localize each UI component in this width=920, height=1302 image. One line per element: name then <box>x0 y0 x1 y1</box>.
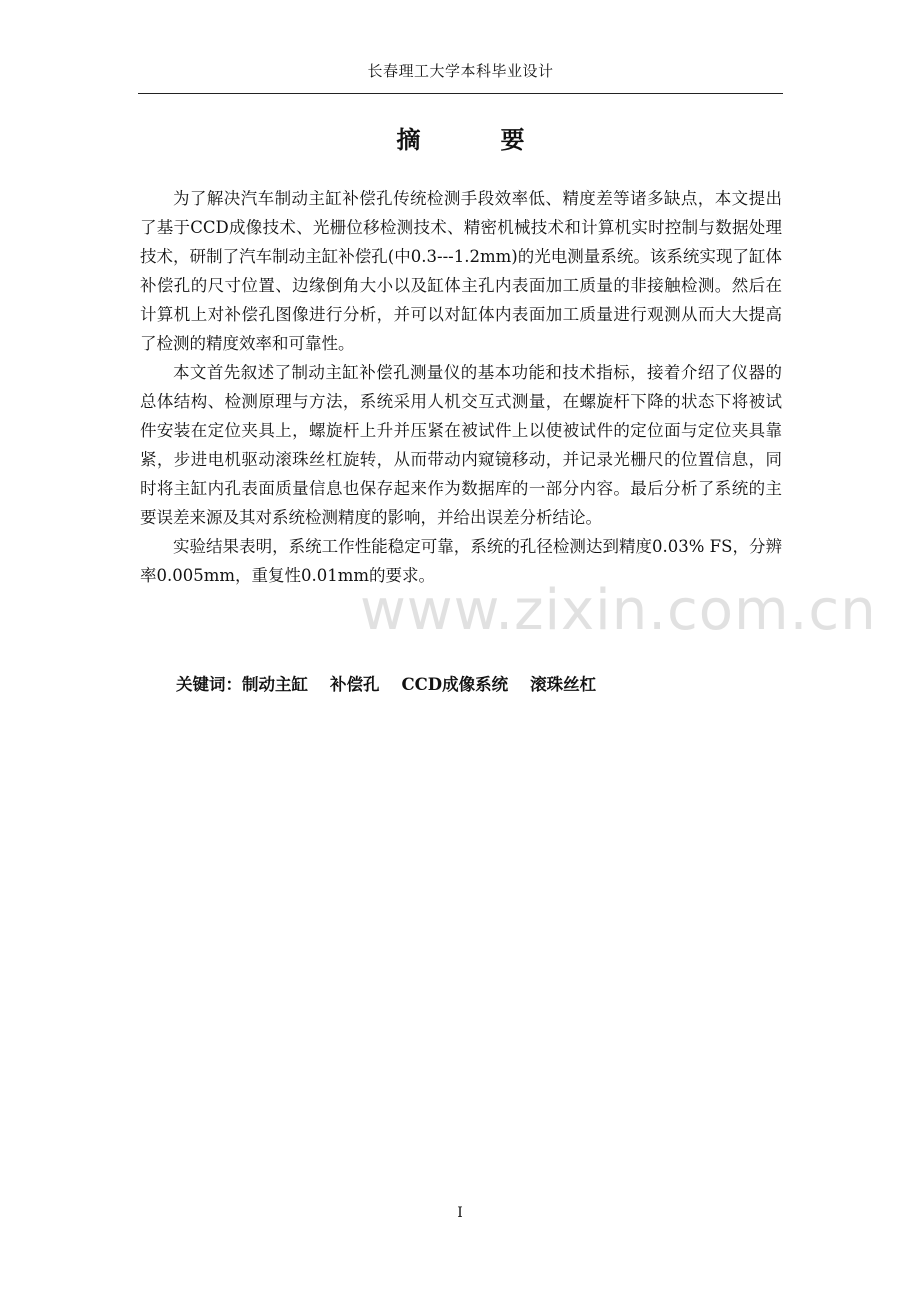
abstract-paragraph-1: 为了解决汽车制动主缸补偿孔传统检测手段效率低、精度差等诸多缺点，本文提出了基于CCD成像技术、光栅位移检测技术、精密机械技术和计算机实时控制与数据处理技术，研制了汽车制动主缸补偿孔(中0.3---1.2mm)的光电测量系统。该系统实现了缸体补偿孔的尺寸位置、边缘倒角大小以及缸体主孔内表面加工质量的非接触检测。然后在计算机上对补偿孔图像进行分析，并可以对缸体内表面加工质量进行观测从而大大提高了检测的精度效率和可靠性。 <box>140 189 782 353</box>
keyword-item: 制动主缸 <box>242 675 308 694</box>
abstract-body <box>140 184 782 590</box>
keyword-item: CCD成像系统 <box>401 675 509 694</box>
keywords-line <box>176 671 776 695</box>
keyword-item: 补偿孔 <box>330 675 380 694</box>
running-header: 长春理工大学本科毕业设计 <box>367 62 554 80</box>
abstract-paragraph-2: 本文首先叙述了制动主缸补偿孔测量仪的基本功能和技术指标，接着介绍了仪器的总体结构、检测原理与方法，系统采用人机交互式测量，在螺旋杆下降的状态下将被试件安装在定位夹具上，螺旋杆上升并压紧在被试件上以使被试件的定位面与定位夹具靠紧，步进电机驱动滚珠丝杠旋转，从而带动内窥镜移动，并记录光栅尺的位置信息，同时将主缸内孔表面质量信息也保存起来作为数据库的一部分内容。最后分析了系统的主要误差来源及其对系统检测精度的影响，并给出误差分析结论。 <box>140 363 782 527</box>
section-title: 摘 要 <box>396 125 553 154</box>
keywords-label: 关键词： <box>176 675 242 694</box>
keyword-item: 滚珠丝杠 <box>530 675 597 694</box>
watermark: www.zixin.com.cn <box>360 578 877 643</box>
page-number: I <box>457 1205 463 1221</box>
header-divider <box>138 93 783 94</box>
abstract-paragraph-3: 实验结果表明，系统工作性能稳定可靠，系统的孔径检测达到精度0.03% FS，分辨率0.005mm，重复性0.01mm的要求。 <box>140 537 782 585</box>
